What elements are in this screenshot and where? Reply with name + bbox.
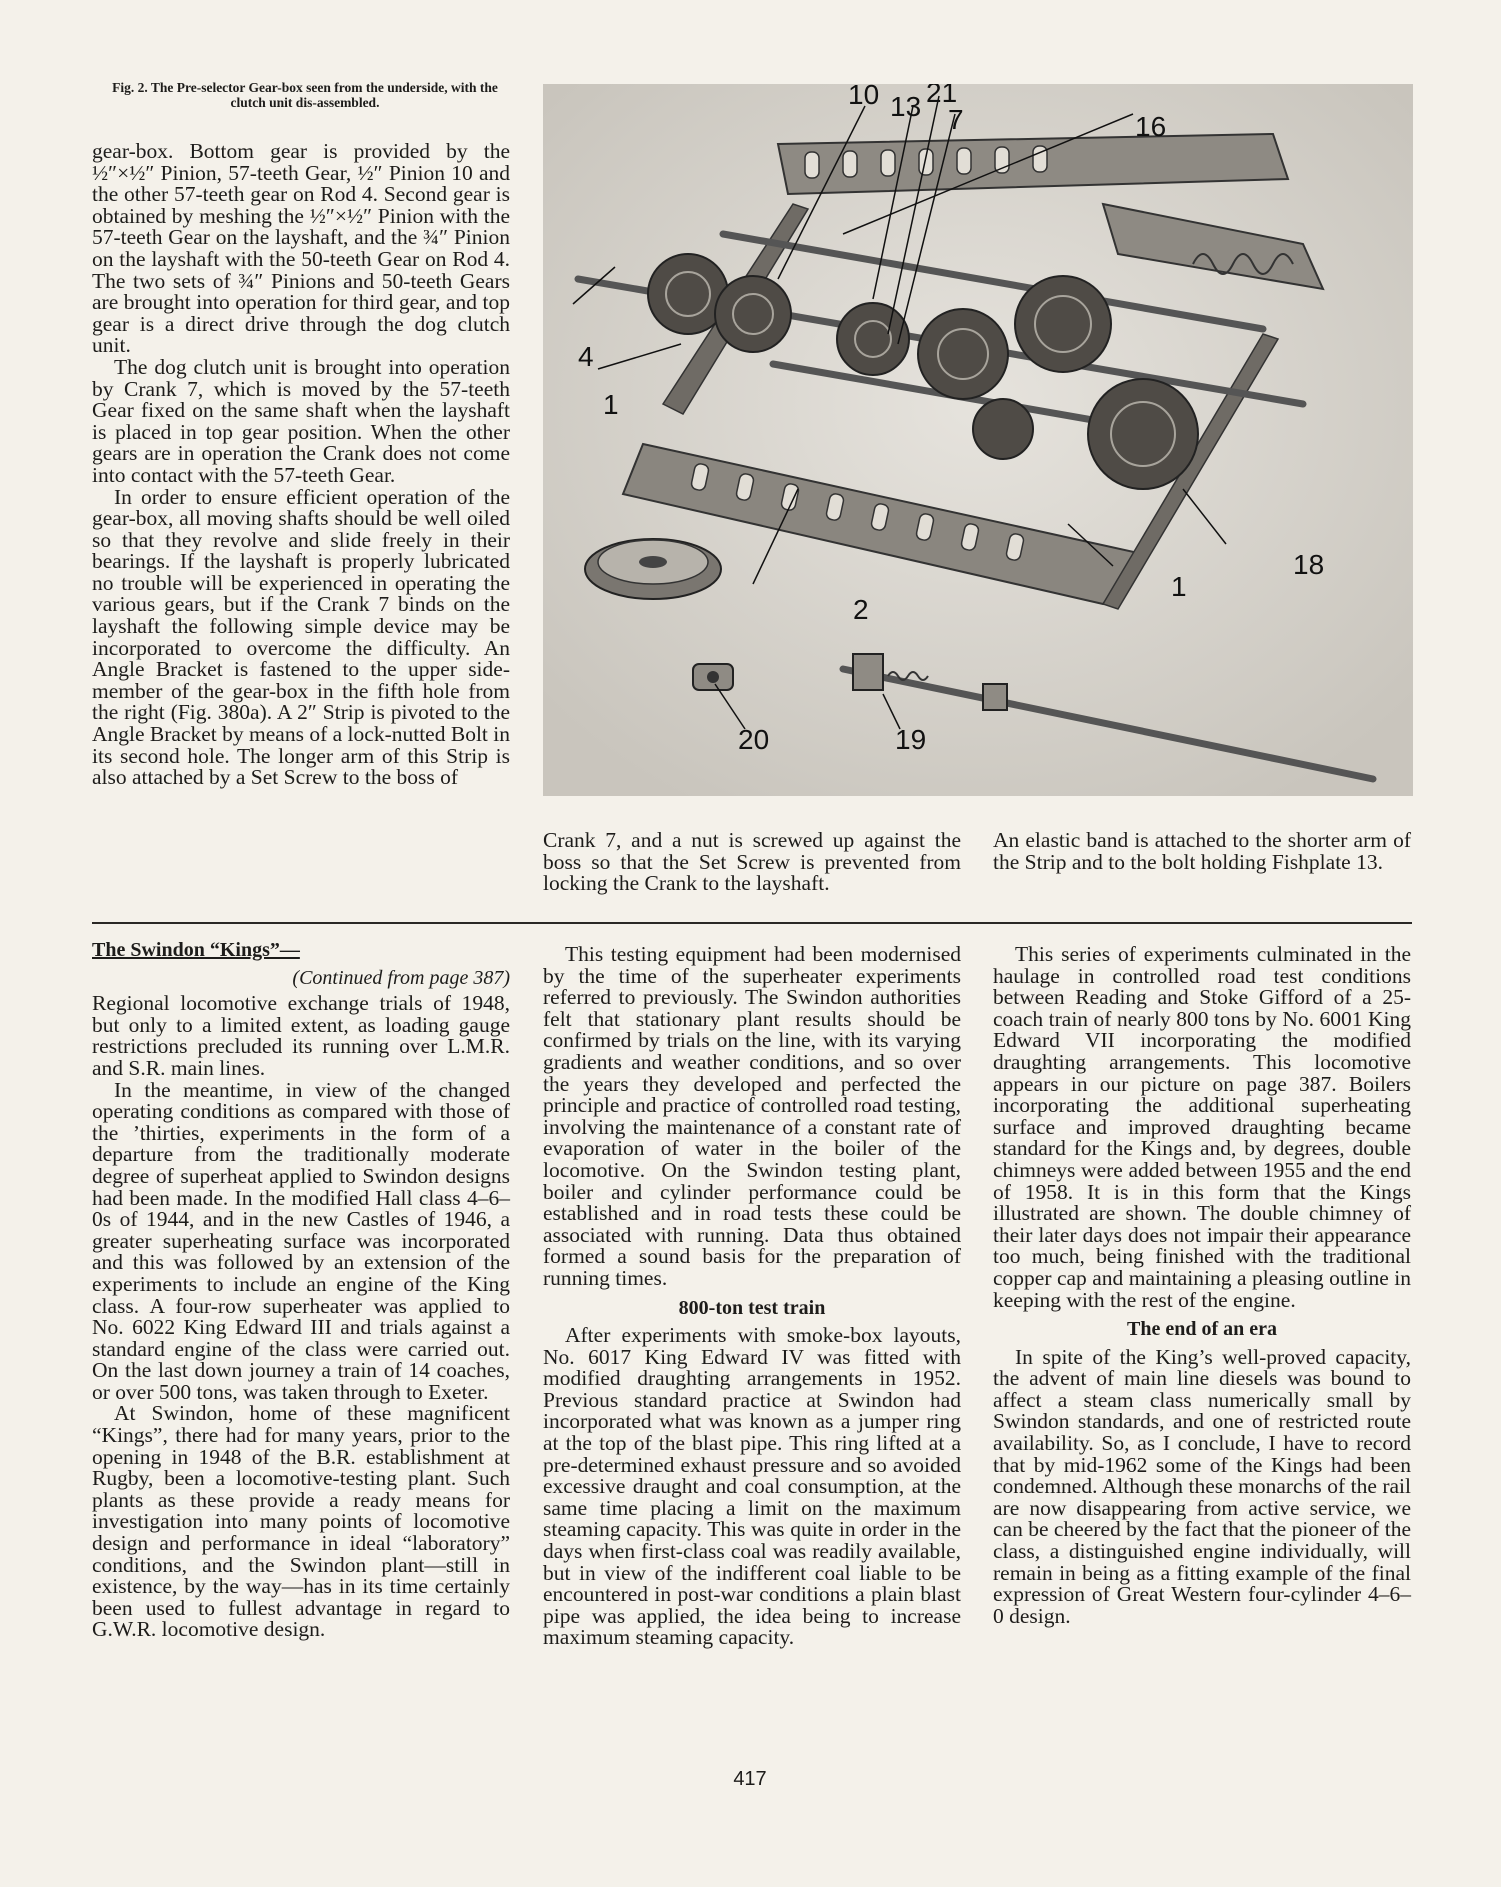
gearbox-illustration xyxy=(543,84,1413,796)
paragraph: The dog clutch unit is brought into operation by Crank 7, which is moved by the 57-teeth Gear fixed on the same shaft when the layshaft is placed in top gear position. When the other gears are in operation the Crank does not come into contact with the 57-teeth Gear. xyxy=(92,354,510,487)
continued-note: (Continued from page 387) xyxy=(292,966,510,989)
top-article-column-2 xyxy=(543,830,961,895)
paragraph: In the meantime, in view of the changed operating conditions as compared with those of the ’thirties, experiments in the form of a departure from the traditionally moderate degree of superheat applied to Swindon designs had been made. In the modified Hall class 4–6–0s of 1944, and in the new Castles of 1946, a greater superheating surface was incorporated and this was followed by an extension of the experiments to include an engine of the King class. A four-row superheater was applied to No. 6022 King Edward III and trials against a standard engine of the class were carried out. On the last down journey a train of 14 coaches, or over 500 tons, was taken through to Exeter. xyxy=(92,1077,510,1404)
coupling-part xyxy=(693,664,733,690)
paragraph: Regional locomotive exchange trials of 1948, but only to a limited extent, as loading gauge restrictions precluded its running over L.M.R. and S.R. main lines. xyxy=(92,991,510,1080)
callout-label: 21 xyxy=(926,84,958,108)
gearbox-photo xyxy=(543,84,1413,796)
callout-label: 1 xyxy=(1171,571,1187,602)
figure-caption: Fig. 2. The Pre-selector Gear-box seen from the underside, with the clutch unit dis-assembled. xyxy=(112,80,498,110)
bottom-article-column-1 xyxy=(92,940,510,1641)
callout-label: 16 xyxy=(1135,111,1167,142)
callout-label: 18 xyxy=(1293,549,1325,580)
callout-label: 20 xyxy=(738,724,770,755)
paragraph: In spite of the King’s well-proved capacity, the advent of main line diesels was bound to affect a steam class numerically small by Swindon standards, and one of restricted route availability. So, as I conclude, I have to record that by mid-1962 some of the Kings had been condemned. Although these monarchs of the rail are now disappearing from active service, we can be cheered by the fact that the pioneer of the class, a distinguished engine individually, will remain in being as a fitting example of the final expression of Great Western four-cylinder 4–6–0 design. xyxy=(993,1344,1411,1628)
callout-label: 1 xyxy=(603,389,619,420)
paragraph: At Swindon, home of these magnificent “Kings”, there had for many years, prior to the opening in 1948 of the B.R. establishment at Rugby, been a locomotive-testing plant. Such plants as these provide a ready means for investigation into many points of locomotive design and performance in ideal “laboratory” conditions, and the Swindon plant—still in existence, by the way—has in its time certainly been used to fullest advantage in regard to G.W.R. locomotive design. xyxy=(92,1401,510,1642)
callout-label: 2 xyxy=(853,594,869,625)
subheading: The end of an era xyxy=(1127,1318,1277,1341)
article-heading: The Swindon “Kings”— xyxy=(92,939,300,961)
callout-label: 19 xyxy=(895,724,927,755)
callout-label: 7 xyxy=(948,104,964,135)
clutch-cup xyxy=(585,539,721,599)
top-article-column-1 xyxy=(92,141,510,789)
paragraph: Crank 7, and a nut is screwed up against the boss so that the Set Screw is prevented from locking the Crank to the layshaft. xyxy=(543,828,961,896)
paragraph: This series of experiments culminated in the haulage in controlled road test conditions between Reading and Stoke Gifford of a 25-coach train of nearly 800 tons by No. 6001 King Edward VII incorporating the modified draughting arrangements. This locomotive appears in our picture on page 387. Boilers incorporating the additional superheating surface and improved draughting became standard for the Kings and, by degrees, double chimneys were added between 1955 and the end of 1958. It is in this form that the Kings illustrated are shown. The double chimney of their later days does not impair their appearance too much, being finished with the traditional copper cap and maintaining a pleasing outline in keeping with the rest of the engine. xyxy=(993,942,1411,1312)
subheading: 800-ton test train xyxy=(678,1296,826,1319)
paragraph: gear-box. Bottom gear is provided by the ½″×½″ Pinion, 57-teeth Gear, ½″ Pinion 10 and the other 57-teeth gear on Rod 4. Second gear is obtained by meshing the ½″×½″ Pinion with the 57-teeth Gear on the layshaft, and the ¾″ Pinion on the layshaft with the 50-teeth Gear on Rod 4. The two sets of ¾″ Pinions and 50-teeth Gears are brought into operation for third gear, and top gear is a direct drive through the dog clutch unit. xyxy=(92,139,510,358)
paragraph: After experiments with smoke-box layouts, No. 6017 King Edward IV was fitted with modified draughting arrangements in 1952. Previous standard practice at Swindon had incorporated what was known as a jumper ring at the top of the blast pipe. This ring lifted at a pre-determined exhaust pressure and so avoided excessive draught and coal consumption, at the same time placing a limit on the maximum steaming capacity. This was quite in order in the days when first-class coal was readily available, but in view of the indifferent coal liable to be encountered in post-war conditions a plain blast pipe was applied, the idea being to increase maximum steaming capacity. xyxy=(543,1323,961,1650)
paragraph: This testing equipment had been modernised by the time of the superheater experiments referred to previously. The Swindon authorities felt that stationary plant results should be confirmed by trials on the line, with its varying gradients and weather conditions, and so over the years they developed and perfected the principle and practice of controlled road testing, involving the maintenance of a constant rate of evaporation of water in the boiler of the locomotive. On the Swindon testing plant, boiler and cylinder performance could be established and in road tests these could be associated with running. Data thus obtained formed a sound basis for the preparation of running times. xyxy=(543,942,961,1290)
bottom-article-column-2 xyxy=(543,944,961,1649)
callout-label: 4 xyxy=(578,341,594,372)
paragraph: An elastic band is attached to the shorter arm of the Strip and to the bolt holding Fishplate 13. xyxy=(993,828,1411,874)
top-article-column-3 xyxy=(993,830,1411,873)
section-divider xyxy=(92,922,1412,924)
bottom-article-column-3 xyxy=(993,944,1411,1627)
paragraph: In order to ensure efficient operation of the gear-box, all moving shafts should be well oiled so that they revolve and slide freely in their bearings. If the layshaft is properly lubricated no trouble will be experienced in operating the various gears, but if the Crank 7 binds on the layshaft the following simple device may be incorporated to overcome the difficulty. An Angle Bracket is fastened to the upper side-member of the gear-box in the fifth hole from the right (Fig. 380a). A 2″ Strip is pivoted to the Angle Bracket by means of a lock-nutted Bolt in its second hole. The longer arm of this Strip is also attached by a Set Screw to the boss of xyxy=(92,484,510,790)
page-number: 417 xyxy=(733,1768,767,1790)
callout-label: 10 xyxy=(848,84,880,110)
callout-label: 13 xyxy=(890,91,922,122)
